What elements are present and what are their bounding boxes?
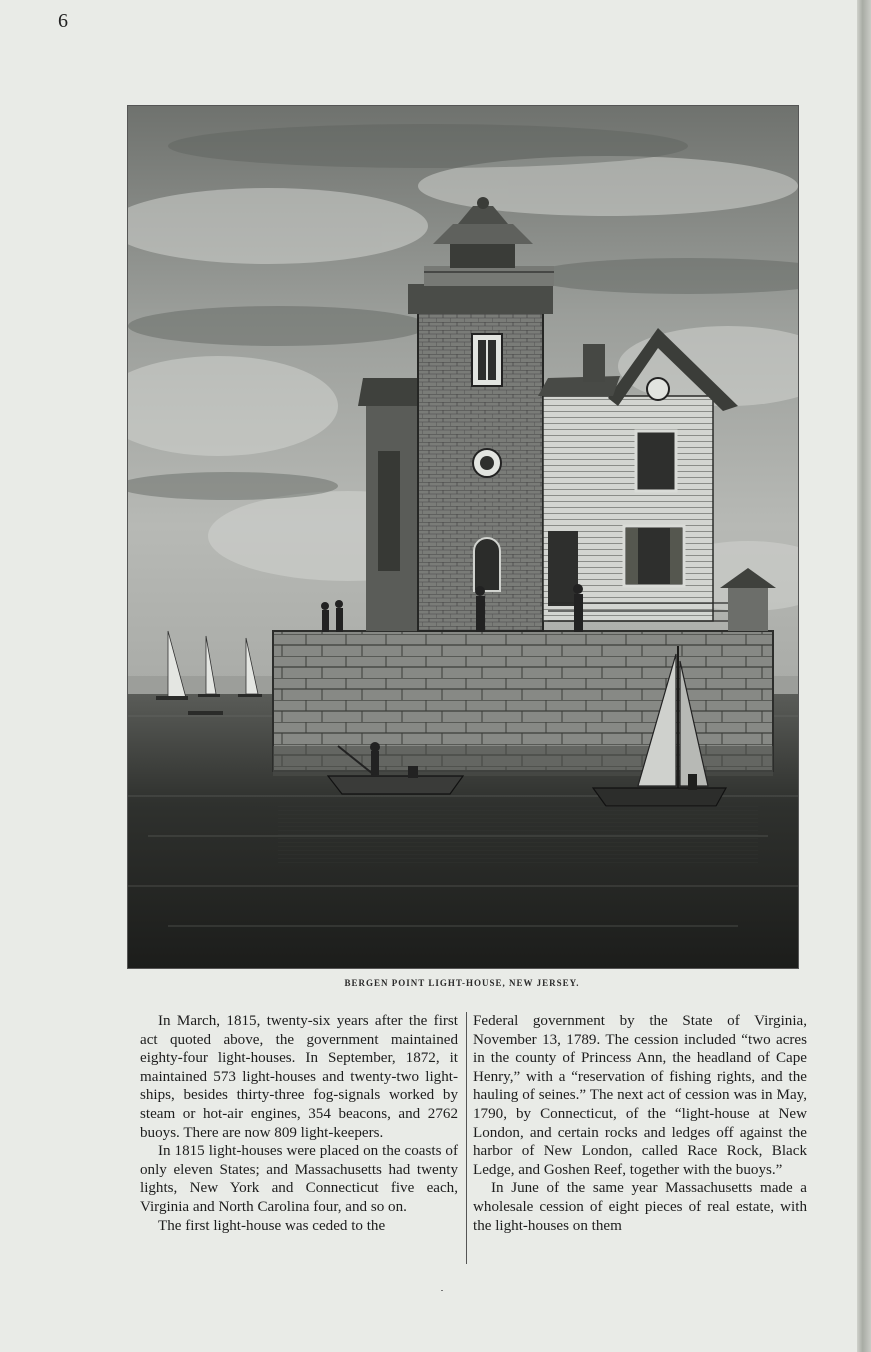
left-text-column bbox=[140, 1012, 458, 1235]
paragraph: In June of the same year Massachusetts made a wholesale cession of eight pieces of real estate, with the light-houses on them bbox=[473, 1180, 807, 1234]
page-edge bbox=[857, 0, 871, 1352]
page-number: 6 bbox=[58, 10, 68, 32]
paragraph: In 1815 light-houses were placed on the coasts of only eleven States; and Massachusetts had twenty lights, New York and Connecticut five each, Virginia and North Carolina four, and so on. bbox=[140, 1143, 458, 1215]
figure-caption: BERGEN POINT LIGHT-HOUSE, NEW JERSEY. bbox=[344, 978, 580, 988]
right-text-column bbox=[473, 1012, 807, 1235]
paragraph: Federal government by the State of Virginia, November 13, 1789. The cession included “two acres in the county of Princess Ann, the headland of Cape Henry,” with a “reservation of fishing rights, and the hauling of seines.” The next act of cession was in May, 1790, by Connecticut, of the “light-house at New London, and certain rocks and ledges off against the harbor of New London, called Race Rock, Black Ledge, and Goshen Reef, together with the buoys.” bbox=[473, 1013, 807, 1178]
paragraph: The first light-house was ceded to the bbox=[158, 1217, 386, 1234]
print-speck bbox=[441, 1290, 443, 1291]
lighthouse-engraving bbox=[127, 105, 799, 969]
column-divider bbox=[466, 1012, 467, 1264]
paragraph: In March, 1815, twenty-six years after the first act quoted above, the government maintained eighty-four light-houses. In September, 1872, it maintained 573 light-houses and twenty-two light-ships, besides thirty-three fog-signals worked by steam or hot-air engines, 354 beacons, and 2762 buoys. There are now 809 light-keepers. bbox=[140, 1013, 458, 1141]
